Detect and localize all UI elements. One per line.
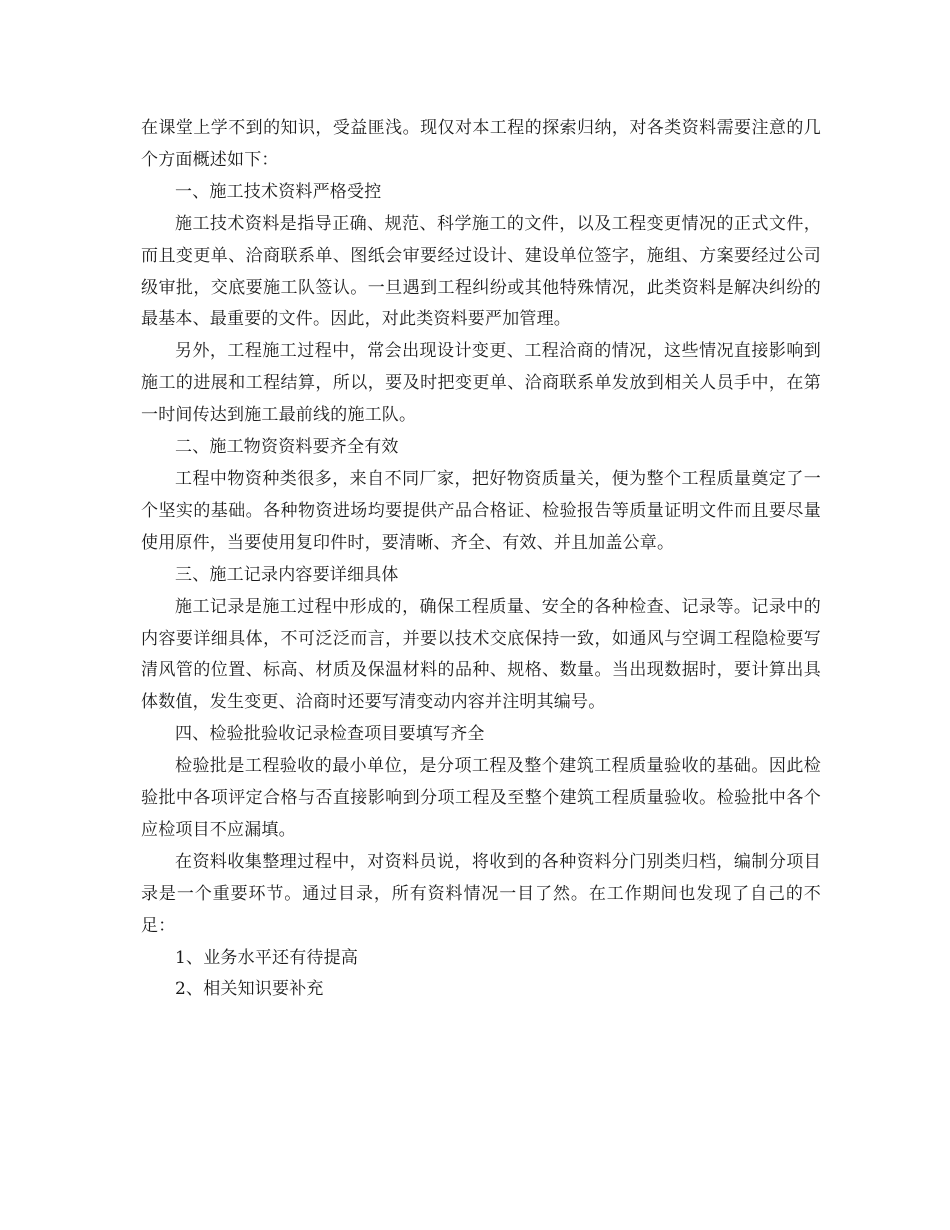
paragraph: 另外，工程施工过程中，常会出现设计变更、工程洽商的情况，这些情况直接影响到施工的进展和工程结算，所以，要及时把变更单、洽商联系单发放到相关人员手中，在第一时间传达到施工最前线的施工队。 [141,341,821,426]
paragraph: 在资料收集整理过程中，对资料员说，将收到的各种资料分门别类归档，编制分项目录是一个重要环节。通过目录，所有资料情况一目了然。在工作期间也发现了自己的不足： [141,851,821,936]
section-heading-2: 二、施工物资资料要齐全有效 [175,437,399,458]
document-page [141,113,821,1006]
paragraph: 施工技术资料是指导正确、规范、科学施工的文件，以及工程变更情况的正式文件，而且变更单、洽商联系单、图纸会审要经过设计、建设单位签字，施组、方案要经过公司级审批，交底要施工队签认。一旦遇到工程纠纷或其他特殊情况，此类资料是解决纠纷的最基本、最重要的文件。因此，对此类资料要严加管理。 [141,213,821,330]
list-item: 1、业务水平还有待提高 [175,947,359,968]
paragraph: 工程中物资种类很多，来自不同厂家，把好物资质量关，便为整个工程质量奠定了一个坚实的基础。各种物资进场均要提供产品合格证、检验报告等质量证明文件而且要尽量使用原件，当要使用复印件时，要清晰、齐全、有效、并且加盖公章。 [141,468,821,553]
section-heading-3: 三、施工记录内容要详细具体 [175,564,399,585]
section-heading-1: 一、施工技术资料严格受控 [175,181,382,202]
paragraph: 检验批是工程验收的最小单位，是分项工程及整个建筑工程质量验收的基础。因此检验批中各项评定合格与否直接影响到分项工程及至整个建筑工程质量验收。检验批中各个应检项目不应漏填。 [141,756,821,840]
paragraph-intro: 在课堂上学不到的知识，受益匪浅。现仅对本工程的探索归纳，对各类资料需要注意的几个方面概述如下： [141,118,821,170]
paragraph: 施工记录是施工过程中形成的，确保工程质量、安全的各种检查、记录等。记录中的内容要详细具体，不可泛泛而言，并要以技术交底保持一致，如通风与空调工程隐检要写清风管的位置、标高、材质及保温材料的品种、规格、数量。当出现数据时，要计算出具体数值，发生变更、洽商时还要写清变动内容并注明其编号。 [141,596,821,713]
section-heading-4: 四、检验批验收记录检查项目要填写齐全 [175,724,485,745]
list-item: 2、相关知识要补充 [175,979,324,1000]
